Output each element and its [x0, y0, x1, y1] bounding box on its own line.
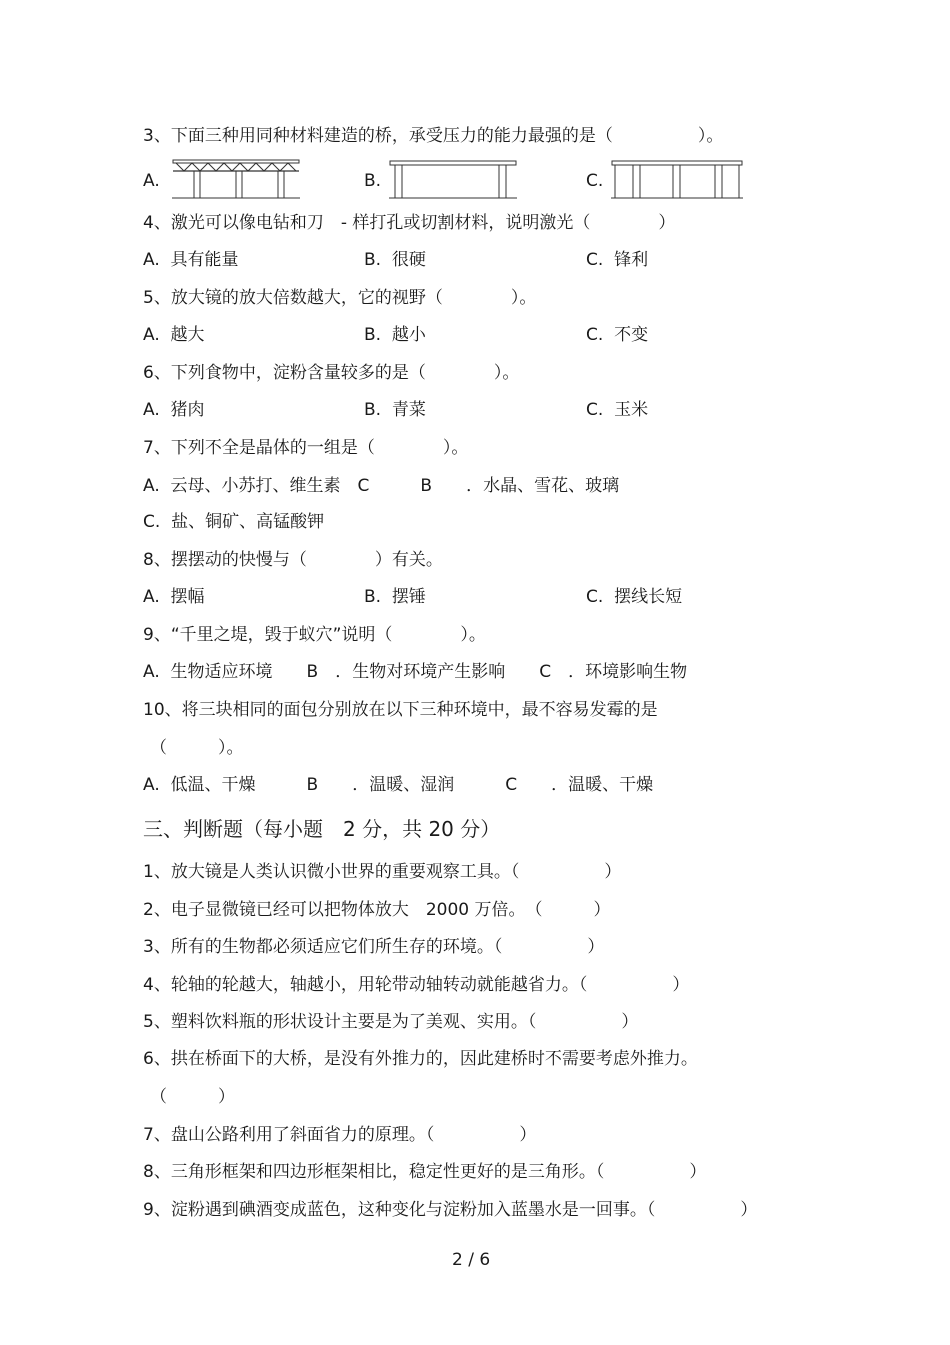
question-6-option-b: B. 青菜 [364, 400, 426, 420]
question-8-stem: 8、摆摆动的快慢与（ ）有关。 [143, 550, 443, 570]
question-9-stem: 9、“千里之堤，毁于蚁穴”说明（ ）。 [143, 625, 486, 645]
question-5-option-c: C. 不变 [586, 325, 649, 345]
question-9-options-line1: A. 生物适应环境 B ．生物对环境产生影响 C ．环境影响生物 [143, 662, 688, 682]
judgement-item-8: 8、三角形框架和四边形框架相比，稳定性更好的是三角形。（ ） [143, 1162, 707, 1182]
question-7-stem: 7、下列不全是晶体的一组是（ ）。 [143, 438, 469, 458]
judgement-item-6: 6、拱在桥面下的大桥，是没有外推力的，因此建桥时不需要考虑外推力。 [143, 1049, 698, 1069]
question-5-option-a: A. 越大 [143, 325, 205, 345]
truss-bridge-image [172, 157, 300, 201]
question-4-option-b: B. 很硬 [364, 250, 426, 270]
question-3-stem: 3、下面三种用同种材料建造的桥，承受压力的能力最强的是（ ）。 [143, 126, 724, 146]
question-5-stem: 5、放大镜的放大倍数越大，它的视野（ ）。 [143, 288, 537, 308]
question-6-stem: 6、下列食物中，淀粉含量较多的是（ ）。 [143, 363, 520, 383]
question-3-option-a: A. [143, 171, 160, 191]
question-6-option-c: C. 玉米 [586, 400, 649, 420]
judgement-item-6-answer-blank: （ ） [150, 1087, 235, 1107]
judgement-item-2: 2、电子显微镜已经可以把物体放大 2000 万倍。 （ ） [143, 900, 611, 920]
judgement-item-3: 3、所有的生物都必须适应它们所生存的环境。（ ） [143, 937, 605, 957]
question-5-option-b: B. 越小 [364, 325, 426, 345]
judgement-item-9: 9、淀粉遇到碘酒变成蓝色，这种变化与淀粉加入蓝墨水是一回事。（ ） [143, 1200, 758, 1220]
question-8-option-b: B. 摆锤 [364, 587, 426, 607]
question-7-options-line2: C. 盐、铜矿、高锰酸钾 [143, 512, 325, 532]
question-8-option-c: C. 摆线长短 [586, 587, 683, 607]
question-4-option-c: C. 锋利 [586, 250, 649, 270]
question-10-answer-blank: （ ）。 [150, 738, 244, 758]
question-7-options-line1: A. 云母、小苏打、维生素 C B ．水晶、雪花、玻璃 [143, 476, 620, 496]
question-8-option-a: A. 摆幅 [143, 587, 205, 607]
page-number: 2 / 6 [452, 1250, 491, 1270]
question-4-stem: 4、激光可以像电钻和刀 - 样打孔或切割材料，说明激光（ ） [143, 213, 676, 233]
judgement-item-1: 1、放大镜是人类认识微小世界的重要观察工具。（ ） [143, 862, 622, 882]
question-10-stem: 10、将三块相同的面包分别放在以下三种环境中，最不容易发霉的是 [143, 700, 658, 720]
question-10-options-line1: A. 低温、干燥 B ．温暖、湿润 C ．温暖、干燥 [143, 775, 654, 795]
judgement-item-5: 5、塑料饮料瓶的形状设计主要是为了美观、实用。（ ） [143, 1012, 639, 1032]
section-3-heading: 三、判断题（每小题 2 分，共 20 分） [143, 817, 501, 841]
question-4-option-a: A. 具有能量 [143, 250, 239, 270]
question-3-option-c: C. [586, 171, 604, 191]
judgement-item-7: 7、盘山公路利用了斜面省力的原理。（ ） [143, 1125, 537, 1145]
beam-bridge-image [389, 157, 517, 201]
question-3-option-b: B. [364, 171, 382, 191]
multi-pier-bridge-image [611, 157, 743, 201]
question-6-option-a: A. 猪肉 [143, 400, 205, 420]
judgement-item-4: 4、轮轴的轮越大，轴越小，用轮带动轴转动就能越省力。（ ） [143, 975, 690, 995]
